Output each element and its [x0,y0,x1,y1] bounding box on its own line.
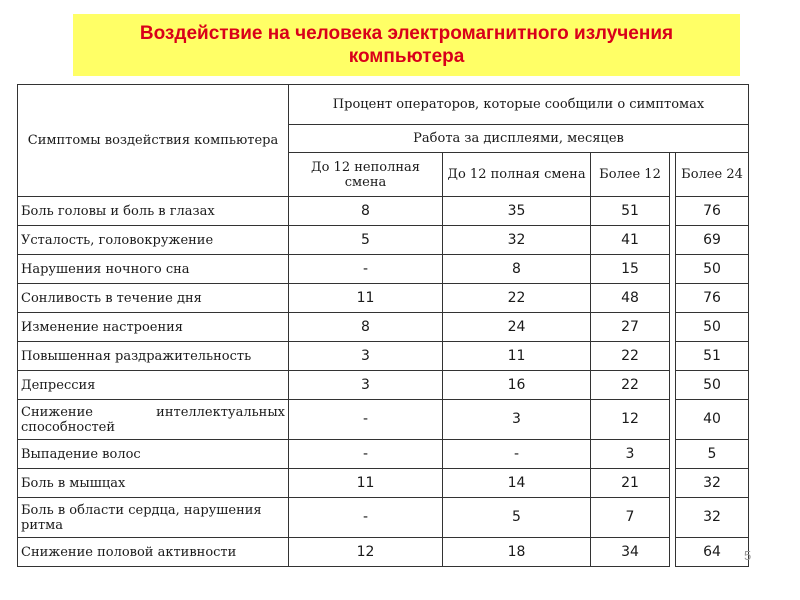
value-cell: 14 [443,469,591,498]
value-cell: 5 [289,226,443,255]
value-cell: 8 [289,313,443,342]
symptom-cell: Сонливость в течение дня [18,284,289,313]
value-cell: 21 [591,469,670,498]
value-cell: 69 [676,226,749,255]
value-cell: 50 [676,371,749,400]
value-cell: 22 [591,371,670,400]
value-cell: - [289,498,443,538]
value-cell: 3 [591,440,670,469]
value-cell: 11 [289,284,443,313]
value-cell: 41 [591,226,670,255]
column-header: Более 24 [676,153,749,197]
table-row [18,284,749,313]
value-cell: 24 [443,313,591,342]
page-number: 5 [744,548,752,563]
title-banner [73,14,740,76]
symptom-cell: Боль головы и боль в глазах [18,197,289,226]
value-cell: 15 [591,255,670,284]
symptom-cell: Депрессия [18,371,289,400]
table-row [18,469,749,498]
value-cell: 22 [591,342,670,371]
value-cell: 34 [591,538,670,567]
table-row [18,255,749,284]
table-row [18,342,749,371]
value-cell: 51 [591,197,670,226]
symptom-cell: Снижение половой активности [18,538,289,567]
header-work-months: Работа за дисплеями, месяцев [289,125,749,153]
value-cell: - [443,440,591,469]
value-cell: 50 [676,313,749,342]
table-row [18,498,749,538]
symptom-cell: Боль в мышцах [18,469,289,498]
value-cell: 12 [591,400,670,440]
value-cell: - [289,255,443,284]
symptom-cell: Повышенная раздражительность [18,342,289,371]
value-cell: 48 [591,284,670,313]
value-cell: 16 [443,371,591,400]
column-header: До 12 полная смена [443,153,591,197]
value-cell: 50 [676,255,749,284]
value-cell: 5 [443,498,591,538]
table-row [18,313,749,342]
column-header: Более 12 [591,153,670,197]
value-cell: 5 [676,440,749,469]
table-row [18,226,749,255]
symptom-cell: Нарушения ночного сна [18,255,289,284]
value-cell: 76 [676,197,749,226]
value-cell: 11 [443,342,591,371]
value-cell: 7 [591,498,670,538]
symptom-cell: Снижение интеллектуальных способностей [18,400,289,440]
value-cell: 32 [676,498,749,538]
value-cell: 64 [676,538,749,567]
value-cell: 12 [289,538,443,567]
value-cell: - [289,400,443,440]
table-row [18,400,749,440]
table-row [18,197,749,226]
value-cell: 32 [676,469,749,498]
value-cell: 22 [443,284,591,313]
value-cell: 35 [443,197,591,226]
value-cell: 3 [289,371,443,400]
symptom-cell: Выпадение волос [18,440,289,469]
table-row [18,371,749,400]
header-symptoms: Симптомы воздействия компьютера [18,85,289,197]
value-cell: 8 [443,255,591,284]
symptoms-table [17,84,752,567]
table-row [18,538,749,567]
value-cell: 18 [443,538,591,567]
symptom-cell: Боль в области сердца, нарушения ритма [18,498,289,538]
page-title: Воздействие на человека электромагнитного излучения компьютера [139,23,674,67]
value-cell: 76 [676,284,749,313]
value-cell: 51 [676,342,749,371]
value-cell: - [289,440,443,469]
value-cell: 32 [443,226,591,255]
value-cell: 11 [289,469,443,498]
value-cell: 40 [676,400,749,440]
column-header: До 12 неполная смена [289,153,443,197]
value-cell: 8 [289,197,443,226]
value-cell: 27 [591,313,670,342]
header-percent: Процент операторов, которые сообщили о симптомах [289,85,749,125]
table-row [18,440,749,469]
value-cell: 3 [289,342,443,371]
symptom-cell: Усталость, головокружение [18,226,289,255]
value-cell: 3 [443,400,591,440]
symptom-cell: Изменение настроения [18,313,289,342]
